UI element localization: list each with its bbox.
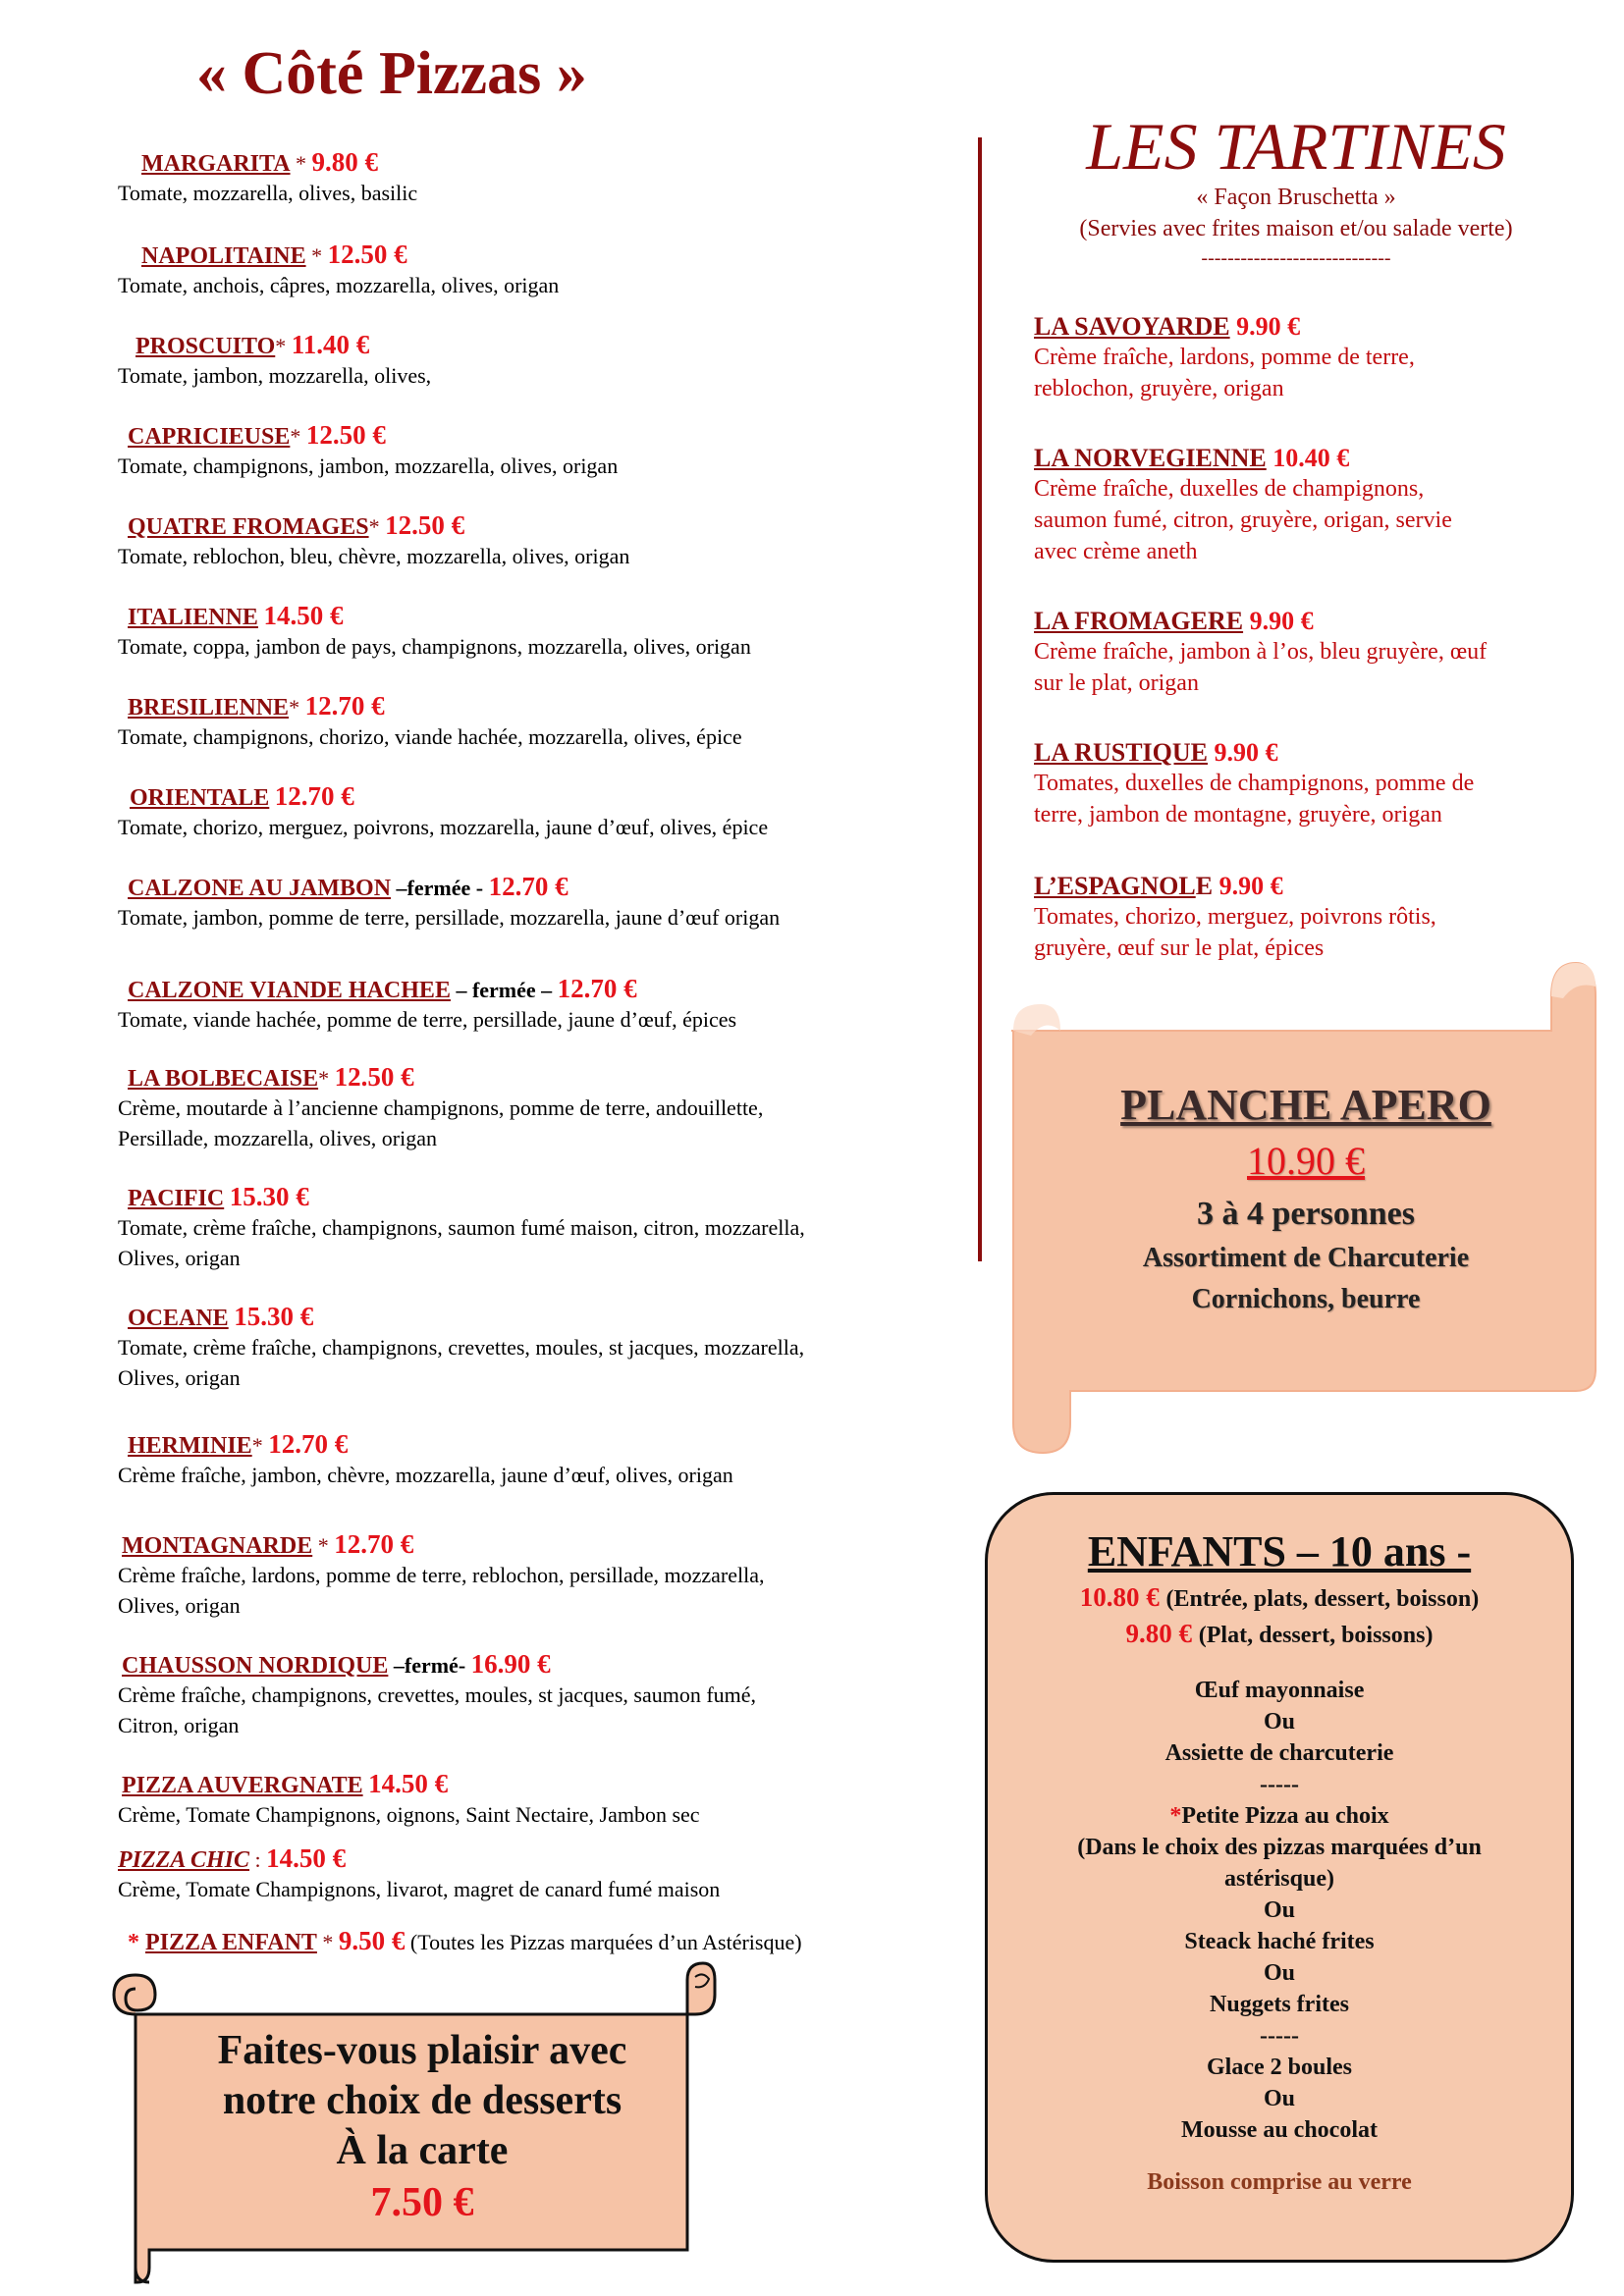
planche-price: 10.90 € (1247, 1139, 1365, 1183)
pizza-item (118, 1769, 933, 1830)
pizza-price: 12.70 € (268, 1429, 349, 1459)
pizza-star: * (305, 243, 328, 268)
pizza-description: Olives, origan (118, 1246, 241, 1270)
pizza-item (118, 781, 933, 842)
kids-price-2-desc: (Plat, dessert, boissons) (1198, 1623, 1434, 1648)
pizza-name: CALZONE AU JAMBON (128, 876, 392, 901)
kids-option: ----- (1260, 1772, 1299, 1797)
pizza-price: 12.70 € (304, 691, 385, 721)
pizza-item (118, 330, 933, 391)
tartine-header (1034, 444, 1603, 473)
pizza-item (118, 1843, 933, 1904)
tartine-name: LA RUSTIQUE (1034, 738, 1208, 767)
tartine-item (1034, 738, 1603, 830)
pizza-header (118, 1649, 933, 1680)
pizza-item (118, 1926, 933, 1956)
pizza-header (118, 147, 933, 178)
pizza-price: 9.50 € (338, 1926, 406, 1955)
kids-option: astérisque) (1224, 1866, 1334, 1892)
tartines-served-note: (Servies avec frites maison et/ou salade verte) (1079, 216, 1513, 241)
pizza-description: Olives, origan (118, 1365, 241, 1390)
tartine-description: Crème fraîche, lardons, pomme de terre, (1034, 345, 1415, 370)
pizza-item (118, 601, 933, 662)
tartines-separator: ----------------------------- (1201, 247, 1391, 269)
pizza-description: Tomate, champignons, chorizo, viande hachée, mozzarella, olives, épice (118, 724, 742, 749)
pizza-item (118, 420, 933, 481)
pizza-extra: – fermée – (450, 978, 558, 1002)
kids-options (985, 1675, 1574, 2146)
kids-option: Assiette de charcuterie (1164, 1740, 1394, 1766)
pizza-description: Persillade, mozzarella, olives, origan (118, 1126, 437, 1150)
pizza-name: CALZONE VIANDE HACHEE (128, 978, 451, 1003)
desserts-line-1: Faites-vous plaisir avec (217, 2028, 627, 2073)
kids-option: Steack haché frites (1184, 1929, 1375, 1954)
tartine-description: gruyère, œuf sur le plat, épices (1034, 935, 1325, 961)
pizza-description: Crème fraîche, lardons, pomme de terre, reblochon, persillade, mozzarella, (118, 1563, 765, 1587)
pizza-star: * (368, 514, 386, 539)
pizza-name: PIZZA CHIC (118, 1847, 250, 1873)
pizza-header (118, 1926, 933, 1956)
pizza-header (118, 1843, 933, 1874)
desserts-line-3: À la carte (336, 2128, 509, 2173)
kids-option: Nuggets frites (1210, 1992, 1349, 2017)
pizza-description: Tomate, champignons, jambon, mozzarella, olives, origan (118, 454, 619, 478)
pizza-description: Crème, Tomate Champignons, oignons, Saint Nectaire, Jambon sec (118, 1802, 700, 1827)
pizza-star: : (249, 1847, 267, 1872)
tartine-header (1034, 738, 1603, 768)
tartine-name-tail: E (1195, 872, 1214, 900)
pizza-star: * (275, 334, 292, 358)
pizza-star: * (290, 151, 312, 176)
pizza-header (118, 1429, 933, 1460)
pizza-price: 14.50 € (263, 601, 344, 630)
pizza-extra: –fermé- (388, 1653, 471, 1678)
pizza-description: Olives, origan (118, 1593, 241, 1618)
planche-content (1021, 1080, 1591, 1315)
tartine-name: LA SAVOYARDE (1034, 312, 1230, 341)
pizza-name: CHAUSSON NORDIQUE (122, 1653, 389, 1679)
pizza-star: * (251, 1433, 269, 1458)
pizza-header (118, 601, 933, 631)
kids-option: Ou (1263, 1709, 1295, 1735)
kids-option: Œuf mayonnaise (1194, 1678, 1365, 1703)
tartine-item (1034, 607, 1603, 699)
pizza-description: Crème, moutarde à l’ancienne champignons, pomme de terre, andouillette, (118, 1095, 764, 1120)
kids-option (985, 1800, 1574, 1832)
pizza-header (118, 1302, 933, 1332)
pizza-description: Tomate, jambon, pomme de terre, persillade, mozzarella, jaune d’œuf origan (118, 905, 781, 930)
pizza-price: 14.50 € (266, 1843, 347, 1873)
tartine-description: reblochon, gruyère, origan (1034, 376, 1284, 401)
pizza-name: HERMINIE (128, 1433, 252, 1459)
tartine-header (1034, 872, 1603, 901)
pizza-prefix: * (128, 1930, 145, 1955)
tartine-price: 9.90 € (1208, 738, 1278, 767)
kids-option: Ou (1263, 2086, 1295, 2111)
pizza-star: * (316, 1930, 339, 1954)
pizza-description: Citron, origan (118, 1713, 240, 1737)
tartine-description: sur le plat, origan (1034, 670, 1199, 696)
tartine-description: avec crème aneth (1034, 539, 1198, 564)
pizza-extra: –fermée - (391, 876, 489, 900)
pizza-name: CAPRICIEUSE (128, 424, 291, 450)
tartine-description: saumon fumé, citron, gruyère, origan, servie (1034, 507, 1452, 533)
pizza-price: 12.70 € (488, 872, 568, 901)
pizza-header (118, 1182, 933, 1212)
tartine-description: Tomates, chorizo, merguez, poivrons rôtis, (1034, 904, 1436, 930)
kids-option: Glace 2 boules (1207, 2055, 1352, 2080)
pizza-header (118, 1529, 933, 1560)
planche-title: PLANCHE APERO (1120, 1081, 1491, 1129)
tartine-description: Crème fraîche, jambon à l’os, bleu gruyère, œuf (1034, 639, 1488, 665)
kids-note: Boisson comprise au verre (1147, 2169, 1412, 2195)
tartine-item (1034, 872, 1603, 964)
tartine-description: Crème fraîche, duxelles de champignons, (1034, 476, 1425, 502)
kids-menu-content (985, 1526, 1574, 2196)
kids-price-line-1 (985, 1582, 1574, 1613)
pizza-description: Tomate, jambon, mozzarella, olives, (118, 363, 432, 388)
tartine-name: LA FROMAGERE (1034, 607, 1244, 635)
pizza-star: * (289, 695, 305, 720)
pizza-header (118, 1769, 933, 1799)
pizza-description: Tomate, crème fraîche, champignons, saumon fumé maison, citron, mozzarella, (118, 1215, 805, 1240)
pizza-description: Tomate, chorizo, merguez, poivrons, mozzarella, jaune d’œuf, olives, épice (118, 815, 769, 839)
pizza-item (118, 872, 933, 933)
pizza-name: MARGARITA (141, 151, 291, 177)
kids-menu-title: ENFANTS – 10 ans - (1087, 1527, 1472, 1575)
pizza-price: 9.80 € (311, 147, 379, 177)
pizza-name: OCEANE (128, 1306, 229, 1331)
kids-price-1: 10.80 € (1079, 1582, 1166, 1612)
kids-price-1-desc: (Entrée, plats, dessert, boisson) (1165, 1586, 1480, 1612)
pizza-item (118, 1062, 933, 1153)
kids-price-2: 9.80 € (1125, 1619, 1199, 1648)
column-divider (978, 137, 982, 1261)
pizza-header (118, 510, 933, 541)
pizza-header (118, 1062, 933, 1093)
tartine-price: 10.40 € (1266, 444, 1350, 472)
tartine-item (1034, 444, 1603, 567)
pizza-note: (Toutes les Pizzas marquées d’un Astérisque) (405, 1930, 802, 1954)
pizza-description: Tomate, reblochon, bleu, chèvre, mozzarella, olives, origan (118, 544, 630, 568)
pizza-name: ORIENTALE (130, 785, 270, 811)
pizza-name: ITALIENNE (128, 605, 258, 630)
pizza-item (118, 1302, 933, 1393)
tartine-header (1034, 312, 1603, 342)
pizza-description: Crème, Tomate Champignons, livarot, magret de canard fumé maison (118, 1877, 721, 1901)
pizza-description: Tomate, viande hachée, pomme de terre, persillade, jaune d’œuf, épices (118, 1007, 737, 1032)
pizza-name: BRESILIENNE (128, 695, 290, 721)
pizza-price: 12.70 € (274, 781, 354, 811)
pizza-header (118, 974, 933, 1004)
pizza-price: 12.70 € (557, 974, 637, 1003)
desserts-content (147, 2026, 697, 2229)
tartine-price: 9.90 € (1213, 872, 1283, 900)
pizza-item (118, 510, 933, 571)
pizza-header (118, 240, 933, 270)
desserts-line-2: notre choix de desserts (222, 2078, 623, 2123)
pizza-name: PROSCUITO (135, 334, 276, 359)
kids-option-text: Petite Pizza au choix (1181, 1803, 1389, 1829)
pizza-price: 12.50 € (327, 240, 407, 269)
tartine-description: Tomates, duxelles de champignons, pomme de (1034, 771, 1475, 796)
pizza-item (118, 1529, 933, 1621)
pizza-item (118, 1649, 933, 1740)
tartine-name: L’ESPAGNOL (1034, 872, 1196, 900)
pizza-price: 16.90 € (470, 1649, 551, 1679)
kids-option: ----- (1260, 2023, 1299, 2049)
pizza-item (118, 974, 933, 1035)
pizza-description: Crème fraîche, jambon, chèvre, mozzarella, jaune d’œuf, olives, origan (118, 1463, 733, 1487)
pizza-header (118, 420, 933, 451)
pizza-name: PIZZA AUVERGNATE (122, 1773, 363, 1798)
pizza-item (118, 1182, 933, 1273)
pizza-header (118, 691, 933, 721)
tartine-price: 9.90 € (1229, 312, 1301, 341)
tartine-price: 9.90 € (1243, 607, 1314, 635)
pizza-price: 14.50 € (368, 1769, 449, 1798)
pizza-price: 11.40 € (291, 330, 370, 359)
pizza-name: MONTAGNARDE (122, 1533, 313, 1559)
desserts-price: 7.50 € (370, 2180, 474, 2225)
kids-option-star: * (1169, 1803, 1182, 1829)
pizza-description: Crème fraîche, champignons, crevettes, moules, st jacques, saumon fumé, (118, 1682, 757, 1707)
pizza-price: 15.30 € (234, 1302, 314, 1331)
pizza-header (118, 781, 933, 812)
pizza-item (118, 1429, 933, 1490)
pizza-price: 12.70 € (334, 1529, 414, 1559)
pizzas-title: « Côté Pizzas » (196, 40, 587, 107)
pizza-description: Tomate, coppa, jambon de pays, champignons, mozzarella, olives, origan (118, 634, 751, 659)
planche-line-2: Cornichons, beurre (1191, 1284, 1421, 1314)
pizza-price: 12.50 € (385, 510, 465, 540)
pizza-description: Tomate, crème fraîche, champignons, crevettes, moules, st jacques, mozzarella, (118, 1335, 805, 1360)
pizza-price: 12.50 € (334, 1062, 414, 1092)
pizza-star: * (318, 1066, 335, 1091)
tartine-name: LA NORVEGIENNE (1034, 444, 1267, 472)
planche-line-1: Assortiment de Charcuterie (1142, 1243, 1470, 1273)
pizza-name: PIZZA ENFANT (145, 1930, 317, 1955)
pizza-name: LA BOLBECAISE (128, 1066, 319, 1092)
planche-people: 3 à 4 personnes (1197, 1196, 1415, 1232)
tartine-header (1034, 607, 1603, 636)
pizza-star: * (290, 424, 306, 449)
pizza-description: Tomate, anchois, câpres, mozzarella, olives, origan (118, 273, 560, 297)
pizza-item (118, 240, 933, 300)
pizza-name: PACIFIC (128, 1186, 225, 1211)
pizza-item (118, 691, 933, 752)
pizza-name: NAPOLITAINE (141, 243, 306, 269)
kids-option: Ou (1263, 1960, 1295, 1986)
kids-option: Mousse au chocolat (1181, 2117, 1378, 2143)
pizza-price: 12.50 € (305, 420, 386, 450)
kids-price-line-2 (985, 1619, 1574, 1649)
kids-option: Ou (1263, 1897, 1295, 1923)
pizza-header (118, 330, 933, 360)
pizza-name: QUATRE FROMAGES (128, 514, 369, 540)
pizza-header (118, 872, 933, 902)
pizza-price: 15.30 € (229, 1182, 309, 1211)
pizza-star: * (312, 1533, 335, 1558)
tartines-subtitle: « Façon Bruschetta » (1196, 185, 1396, 210)
pizza-description: Tomate, mozzarella, olives, basilic (118, 181, 418, 205)
kids-option: (Dans le choix des pizzas marquées d’un (1077, 1835, 1482, 1860)
tartines-title: LES TARTINES (1086, 109, 1506, 184)
tartine-description: terre, jambon de montagne, gruyère, origan (1034, 802, 1442, 828)
pizza-item (118, 147, 933, 208)
tartine-item (1034, 312, 1603, 404)
